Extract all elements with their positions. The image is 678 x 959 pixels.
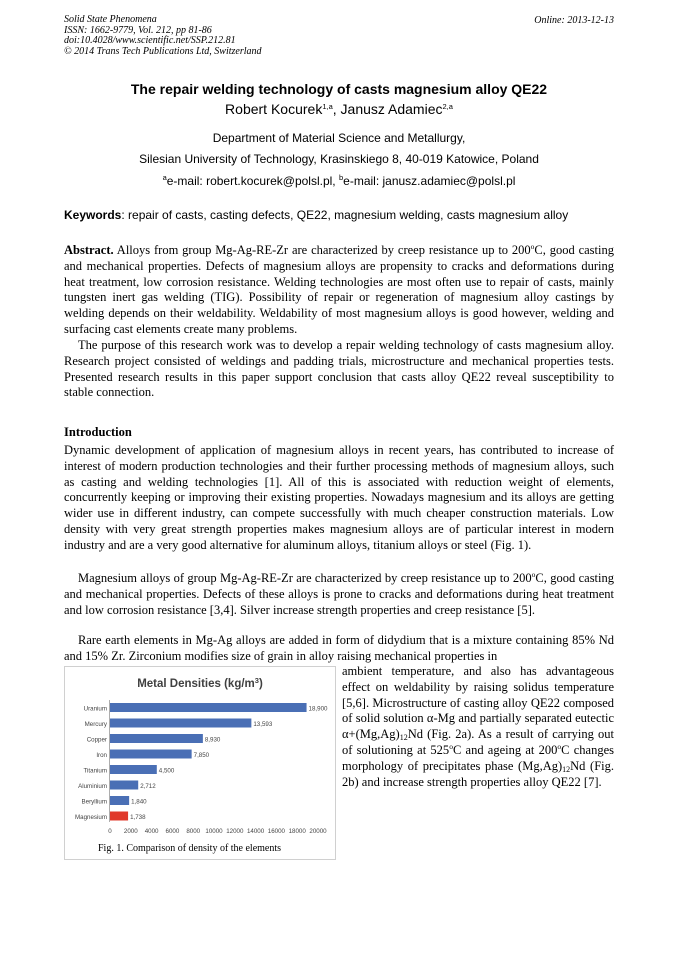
bar-value-label: 18,900 bbox=[308, 705, 328, 713]
bar-titanium bbox=[110, 765, 157, 774]
authors: Robert Kocurek$^{1,a}$, Janusz Adamiec$^{2,a}$ bbox=[225, 101, 453, 117]
affiliation-address: Silesian University of Technology, Krasinskiego 8, 40-019 Katowice, Poland bbox=[139, 152, 539, 166]
x-tick-label: 0 bbox=[108, 828, 112, 835]
bar-copper bbox=[110, 734, 203, 743]
category-label: Beryllium bbox=[81, 798, 107, 806]
intro-paragraph-2: Magnesium alloys of group Mg-Ag-RE-Zr are characterized by creep resistance up to 200$^o$C, good casting and mechanical properties. Defects of these alloys is prone to cracks and deformations during heat treatment and low corrosion resistance [3,4]. Silver increase strength properties and creep resistance [5]. bbox=[64, 570, 615, 617]
abstract-paragraph: Abstract. Alloys from group Mg-Ag-RE-Zr are characterized by creep resistance up to 200$^o$C, good casting and mechanical properties. Defects of magnesium alloys are propensity to cracks and deformations during heat treatment, low corrosion resistance. Welding technologies are most often use to repair of casts, mainly tungsten inert gas welding (TIG). Possibility of repair or regeneration of magnesium alloy castings by welding depends on their weldability. Weldability of most magnesium alloys is good however, welding and surfacing cast elements create many problems. bbox=[64, 242, 614, 336]
keywords bbox=[64, 208, 624, 222]
bar-value-label: 2,712 bbox=[140, 783, 156, 790]
category-label: Uranium bbox=[83, 705, 107, 713]
bar-value-label: 13,593 bbox=[253, 721, 273, 728]
author-2: Janusz Adamiec bbox=[340, 101, 443, 117]
bar-iron bbox=[110, 750, 192, 759]
bar-aluminium bbox=[110, 781, 138, 790]
category-label: Iron bbox=[96, 752, 107, 759]
chart-title: Metal Densities $(kg/m^3)$ bbox=[137, 676, 263, 690]
category-label: Mercury bbox=[84, 721, 107, 728]
author-1: Robert Kocurek bbox=[225, 101, 323, 117]
paper-title: The repair welding technology of casts magnesium alloy QE22 bbox=[130, 81, 548, 97]
bar-value-label: 7,850 bbox=[193, 752, 210, 759]
chart-bars bbox=[75, 703, 328, 821]
x-tick-label: 12000 bbox=[226, 828, 244, 835]
issn: ISSN: 1662-9779, Vol. 212, pp 81-86 bbox=[64, 24, 212, 36]
bar-magnesium bbox=[110, 812, 128, 821]
bar-beryllium bbox=[110, 796, 129, 805]
bar-value-label: 1,738 bbox=[130, 814, 146, 821]
category-label: Copper bbox=[86, 736, 107, 744]
bar-value-label: 1,840 bbox=[131, 798, 147, 806]
affiliation-department: Department of Material Science and Metallurgy, bbox=[212, 131, 466, 145]
section-heading-introduction: Introduction bbox=[64, 425, 132, 439]
x-tick-label: 4000 bbox=[144, 828, 159, 835]
author-emails: $^a$e-mail: robert.kocurek@polsl.pl, $^b$e-mail: janusz.adamiec@polsl.pl bbox=[162, 173, 516, 188]
bar-mercury bbox=[110, 719, 251, 728]
category-label: Titanium bbox=[83, 767, 107, 775]
x-tick-label: 14000 bbox=[246, 828, 265, 835]
x-tick-label: 16000 bbox=[267, 828, 286, 835]
x-tick-label: 20000 bbox=[309, 828, 327, 835]
x-tick-label: 8000 bbox=[186, 828, 201, 835]
x-tick-label: 6000 bbox=[165, 828, 180, 835]
online-date: Online: 2013-12-13 bbox=[534, 15, 614, 26]
category-label: Magnesium bbox=[75, 814, 107, 821]
bar-value-label: 4,500 bbox=[158, 767, 175, 775]
x-axis-ticks bbox=[108, 828, 327, 835]
abstract-label: Abstract. bbox=[64, 243, 114, 257]
intro-paragraph-3-continued: ambient temperature, and also has advantageous effect on weldability by raising solidus temperature [5,6]. Microstructure of casting alloy QE22 composed of solid solution α-Mg and partially separated eutectic $\alpha+(Mg,Ag)_{12}Nd$ (Fig. 2a). As a result of carrying out of solutioning at 525$^o$C and ageing at 200$^o$C changes morphology of precipitates phase $(Mg,Ag)_{12}Nd$ (Fig. 2b) and increase strength properties alloy QE22 [7]. bbox=[342, 664, 614, 789]
abstract-paragraph-2: The purpose of this research work was to develop a repair welding technology of casts magnesium alloy. Research project consisted of weldings and padding trials, microstructure and mechanical properties tests. Presented research results in this paper support conclusion that casts alloy QE22 reveal susceptibility to stable connection. bbox=[64, 338, 614, 400]
bar-uranium bbox=[110, 703, 307, 712]
intro-paragraph-1: Dynamic development of application of magnesium alloys in recent years, has contributed to increase of interest of modern production technologies and their further processing methods of magnesium alloys, such as casting and welding technologies [1]. All of this is associated with reduction weight of elements, concurrently keeping or improving their existing properties. Nowadays magnesium and its alloys are getting wider use in different industry, can compete successfully with much cheaper construction materials. Low density with very great strength properties makes magnesium alloys are of particular interest in modern industry and are a very good alternative for aluminum alloys, titanium alloys or steel (Fig. 1). bbox=[64, 443, 614, 552]
journal-name: Solid State Phenomena bbox=[64, 14, 157, 25]
journal-header bbox=[64, 15, 262, 57]
bar-value-label: 8,930 bbox=[204, 736, 221, 744]
keywords-text: : repair of casts, casting defects, QE22, magnesium welding, casts magnesium alloy bbox=[121, 208, 569, 222]
intro-paragraph-3: Rare earth elements in Mg-Ag alloys are added in form of didydium that is a mixture containing 85% Nd and 15% Zr. Zirconium modifies size of grain in alloy raising mechanical properties in bbox=[64, 633, 614, 663]
copyright: © 2014 Trans Tech Publications Ltd, Switzerland bbox=[64, 45, 262, 57]
category-label: Aluminium bbox=[78, 783, 107, 790]
x-tick-label: 2000 bbox=[123, 828, 138, 835]
keywords-label: Keywords bbox=[64, 208, 122, 222]
doi: doi:10.4028/www.scientific.net/SSP.212.81 bbox=[64, 35, 236, 46]
x-tick-label: 18000 bbox=[288, 828, 306, 835]
density-chart bbox=[65, 667, 335, 859]
figure-1 bbox=[64, 666, 336, 860]
figure-caption: Fig. 1. Comparison of density of the elements bbox=[98, 843, 282, 854]
x-tick-label: 10000 bbox=[205, 828, 223, 835]
